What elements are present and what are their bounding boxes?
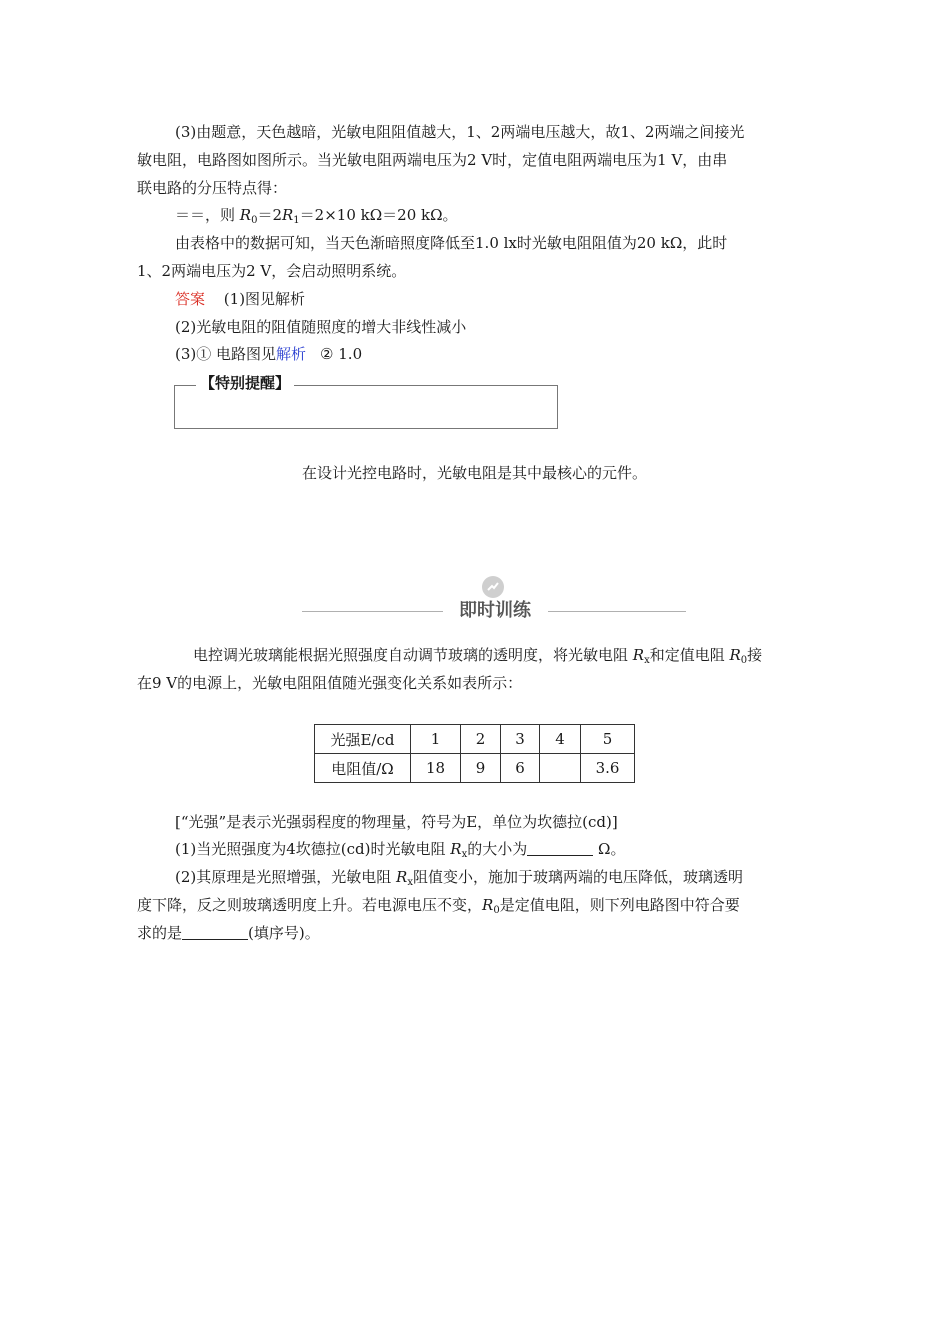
exercise-text: 和定值电阻 <box>649 646 730 664</box>
answer-label: 答案 <box>175 290 206 308</box>
exercise-line-2: 在9 V的电源上，光敏电阻阻值随光强变化关系如表所示： <box>137 674 523 692</box>
table-cell: 9 <box>461 754 501 783</box>
var-sub: x <box>461 849 468 860</box>
var-r: R <box>450 840 462 858</box>
section-divider-left <box>302 611 443 612</box>
table-cell: 6 <box>501 754 540 783</box>
question-text: Ω。 <box>593 840 626 858</box>
question-2-line-1 <box>175 867 743 893</box>
var-r: R <box>632 646 645 664</box>
var-sub: x <box>644 655 650 666</box>
formula-var: R <box>282 206 294 224</box>
table-cell <box>540 754 581 783</box>
conclusion-line-2: 1、2两端电压为2 V，会启动照明系统。 <box>137 262 407 280</box>
question-text: 阻值变小，施加于玻璃两端的电压降低，玻璃透明 <box>412 868 743 886</box>
training-icon <box>482 576 504 598</box>
solution-line-2: 敏电阻，电路图如图所示。当光敏电阻两端电压为2 V时，定值电阻两端电压为1 V，由串 <box>137 151 728 169</box>
table-cell: 18 <box>411 754 461 783</box>
var-r: R <box>396 868 408 886</box>
formula-var: R <box>239 206 252 224</box>
question-2-line-2 <box>137 895 740 921</box>
question-text: (填序号)。 <box>248 924 320 942</box>
table-cell: 3 <box>501 725 540 754</box>
conclusion-line-1: 由表格中的数据可知，当天色渐暗照度降低至1.0 lx时光敏电阻阻值为20 kΩ，此时 <box>175 234 728 252</box>
resistance-table <box>314 724 635 783</box>
question-1 <box>175 839 625 865</box>
question-text: 求的是 <box>137 924 183 942</box>
table-cell: 5 <box>581 725 635 754</box>
table-cell: 4 <box>540 725 581 754</box>
unit-note: [“光强”是表示光强弱程度的物理量，符号为E，单位为坎德拉(cd)] <box>175 813 618 831</box>
solution-formula-line <box>175 205 458 231</box>
solution-line-1: (3)由题意，天色越暗，光敏电阻阻值越大，1、2两端电压越大，故1、2两端之间接光 <box>175 123 745 141</box>
table-cell: 2 <box>461 725 501 754</box>
var-r: R <box>729 646 741 664</box>
table-cell: 3.6 <box>581 754 635 783</box>
table-header-light: 光强E/cd <box>315 725 411 754</box>
answer-2: (2)光敏电阻的阻值随照度的增大非线性减小 <box>175 318 467 336</box>
answer-line-1 <box>175 289 305 309</box>
formula-prefix: ＝＝，则 <box>175 206 240 224</box>
answer-blank[interactable] <box>182 925 248 940</box>
answer-3-post: ② 1.0 <box>320 345 363 363</box>
table-cell: 1 <box>411 725 461 754</box>
question-2-line-3 <box>137 923 320 943</box>
reminder-text: 在设计光控电路时，光敏电阻是其中最核心的元件。 <box>302 464 648 482</box>
question-text: 度下降，反之则玻璃透明度上升。若电源电压不变， <box>137 896 483 914</box>
section-title: 即时训练 <box>459 600 531 621</box>
answer-line-3 <box>175 344 362 364</box>
section-divider-right <box>548 611 686 612</box>
reminder-title: 【特别提醒】 <box>196 372 294 394</box>
question-text: 是定值电阻，则下列电路图中符合要 <box>499 896 740 914</box>
var-sub: x <box>407 877 413 888</box>
answer-blank[interactable] <box>527 841 593 856</box>
var-sub: 0 <box>493 905 500 916</box>
table-row <box>315 754 635 783</box>
question-text: (1)当光照强度为4坎德拉(cd)时光敏电阻 <box>175 840 451 858</box>
exercise-text: 接 <box>747 646 763 664</box>
question-text: (2)其原理是光照增强，光敏电阻 <box>175 868 397 886</box>
solution-line-3: 联电路的分压特点得： <box>137 179 288 197</box>
table-header-resistance: 电阻值/Ω <box>315 754 411 783</box>
formula-result: ＝2×10 kΩ＝20 kΩ。 <box>299 206 458 224</box>
exercise-line-1 <box>193 645 762 671</box>
formula-sub: 1 <box>293 215 300 226</box>
var-r: R <box>482 896 494 914</box>
exercise-text: 电控调光玻璃能根据光照强度自动调节玻璃的透明度，将光敏电阻 <box>193 646 633 664</box>
question-text: 的大小为 <box>467 840 528 858</box>
answer-1: (1)图见解析 <box>223 290 306 308</box>
var-sub: 0 <box>740 655 748 666</box>
table-row <box>315 725 635 754</box>
answer-3-pre: (3)① 电路图见 <box>175 345 277 363</box>
analysis-link[interactable]: 解析 <box>276 345 307 363</box>
formula-sub: 0 <box>251 215 258 226</box>
formula-mid: ＝2 <box>257 206 282 224</box>
